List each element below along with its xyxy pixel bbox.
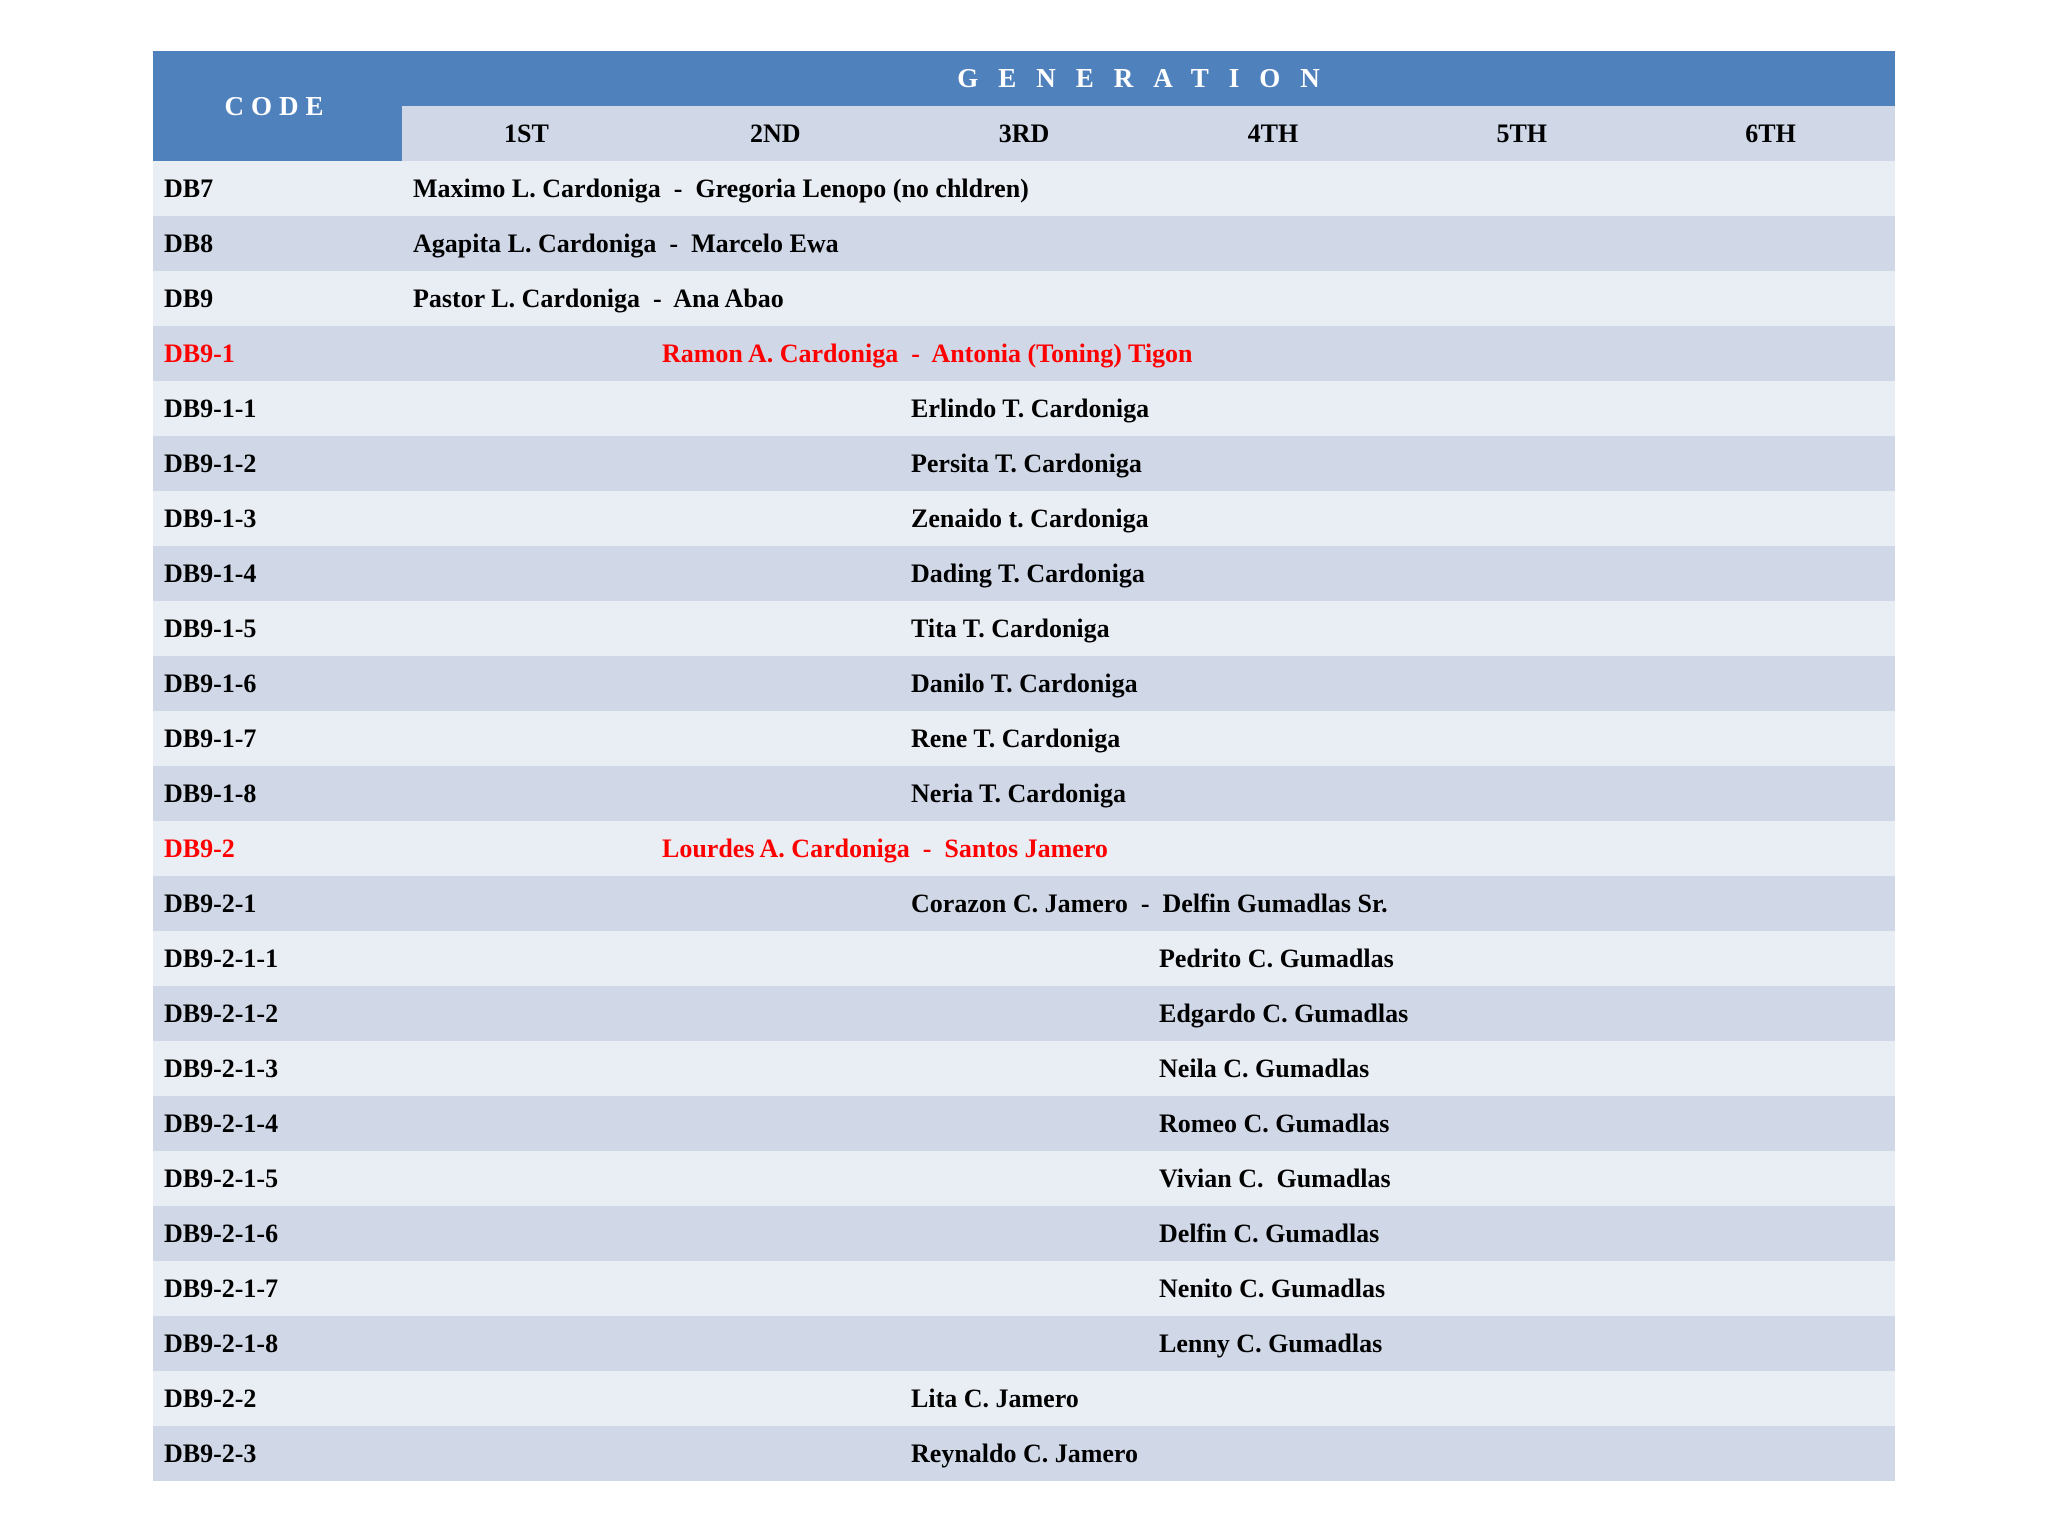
generation-subheaders	[402, 106, 1895, 161]
row-code: DB9-2-1-6	[164, 1218, 279, 1248]
row-name: Lourdes A. Cardoniga - Santos Jamero	[662, 833, 1108, 863]
table-row	[153, 1261, 1895, 1316]
row-name: Danilo T. Cardoniga	[911, 668, 1138, 698]
row-code: DB9-2-3	[164, 1438, 257, 1468]
code-column-header: CODE	[153, 51, 402, 161]
table-row	[153, 986, 1895, 1041]
row-name: Dading T. Cardoniga	[911, 558, 1145, 588]
row-code: DB9-2-1-3	[164, 1053, 279, 1083]
generation-5th-header: 5TH	[1496, 118, 1548, 148]
row-code: DB9-2-1-5	[164, 1163, 279, 1193]
row-name: Maximo L. Cardoniga - Gregoria Lenopo (no chldren)	[413, 173, 1029, 203]
row-name: Erlindo T. Cardoniga	[911, 393, 1150, 423]
table-header	[153, 51, 1895, 161]
row-name: Pastor L. Cardoniga - Ana Abao	[413, 283, 784, 313]
row-code: DB9-2-1-7	[164, 1273, 279, 1303]
row-code: DB9-1-5	[164, 613, 257, 643]
row-code: DB9-2-1-2	[164, 998, 279, 1028]
row-name: Neria T. Cardoniga	[911, 778, 1126, 808]
row-name: Zenaido t. Cardoniga	[911, 503, 1149, 533]
row-name: Persita T. Cardoniga	[911, 448, 1142, 478]
row-code: DB9-2-1-4	[164, 1108, 279, 1138]
row-code: DB9-2-1-1	[164, 943, 279, 973]
table-row	[153, 546, 1895, 601]
row-code: DB9-1	[164, 338, 235, 368]
row-name: Corazon C. Jamero - Delfin Gumadlas Sr.	[911, 888, 1388, 918]
table-row	[153, 1151, 1895, 1206]
row-code: DB9-2-1	[164, 888, 257, 918]
row-name: Delfin C. Gumadlas	[1159, 1218, 1380, 1248]
row-code: DB9-2-1-8	[164, 1328, 279, 1358]
row-name: Agapita L. Cardoniga - Marcelo Ewa	[413, 228, 839, 258]
table-row	[153, 766, 1895, 821]
generation-2nd-header: 2ND	[749, 118, 801, 148]
table-body	[153, 161, 1895, 1481]
generation-1st-header: 1ST	[504, 118, 549, 148]
generation-column-header: GENERATION	[402, 51, 1895, 106]
table-row	[153, 1426, 1895, 1481]
row-name: Romeo C. Gumadlas	[1159, 1108, 1390, 1138]
table-row	[153, 491, 1895, 546]
row-code: DB9-2	[164, 833, 235, 863]
table-row	[153, 876, 1895, 931]
table-row	[153, 381, 1895, 436]
row-name: Vivian C. Gumadlas	[1159, 1163, 1391, 1193]
table-row	[153, 326, 1895, 381]
table-row	[153, 271, 1895, 326]
table-row	[153, 601, 1895, 656]
table-row	[153, 161, 1895, 216]
row-code: DB8	[164, 228, 214, 258]
table-row	[153, 1206, 1895, 1261]
row-code: DB9	[164, 283, 214, 313]
table-row	[153, 1316, 1895, 1371]
row-code: DB9-1-7	[164, 723, 257, 753]
row-code: DB9-1-8	[164, 778, 257, 808]
table-row	[153, 931, 1895, 986]
row-name: Neila C. Gumadlas	[1159, 1053, 1370, 1083]
row-code: DB7	[164, 173, 214, 203]
row-code: DB9-1-4	[164, 558, 257, 588]
table-row	[153, 216, 1895, 271]
genealogy-table	[153, 51, 1895, 1481]
row-code: DB9-1-2	[164, 448, 257, 478]
row-name: Ramon A. Cardoniga - Antonia (Toning) Tigon	[662, 338, 1193, 368]
row-name: Rene T. Cardoniga	[911, 723, 1121, 753]
table-row	[153, 436, 1895, 491]
row-code: DB9-2-2	[164, 1383, 257, 1413]
row-code: DB9-1-1	[164, 393, 257, 423]
row-name: Tita T. Cardoniga	[911, 613, 1110, 643]
row-name: Reynaldo C. Jamero	[911, 1438, 1139, 1468]
row-name: Pedrito C. Gumadlas	[1159, 943, 1394, 973]
row-name: Lita C. Jamero	[911, 1383, 1079, 1413]
table-row	[153, 1041, 1895, 1096]
row-name: Lenny C. Gumadlas	[1159, 1328, 1383, 1358]
generation-6th-header: 6TH	[1745, 118, 1796, 148]
generation-3rd-header: 3RD	[998, 118, 1050, 148]
table-row	[153, 1096, 1895, 1151]
generation-4th-header: 4TH	[1247, 118, 1299, 148]
table-row	[153, 656, 1895, 711]
row-name: Edgardo C. Gumadlas	[1159, 998, 1409, 1028]
row-code: DB9-1-6	[164, 668, 257, 698]
table-row	[153, 711, 1895, 766]
row-code: DB9-1-3	[164, 503, 257, 533]
row-name: Nenito C. Gumadlas	[1159, 1273, 1386, 1303]
table-row	[153, 1371, 1895, 1426]
table-row	[153, 821, 1895, 876]
